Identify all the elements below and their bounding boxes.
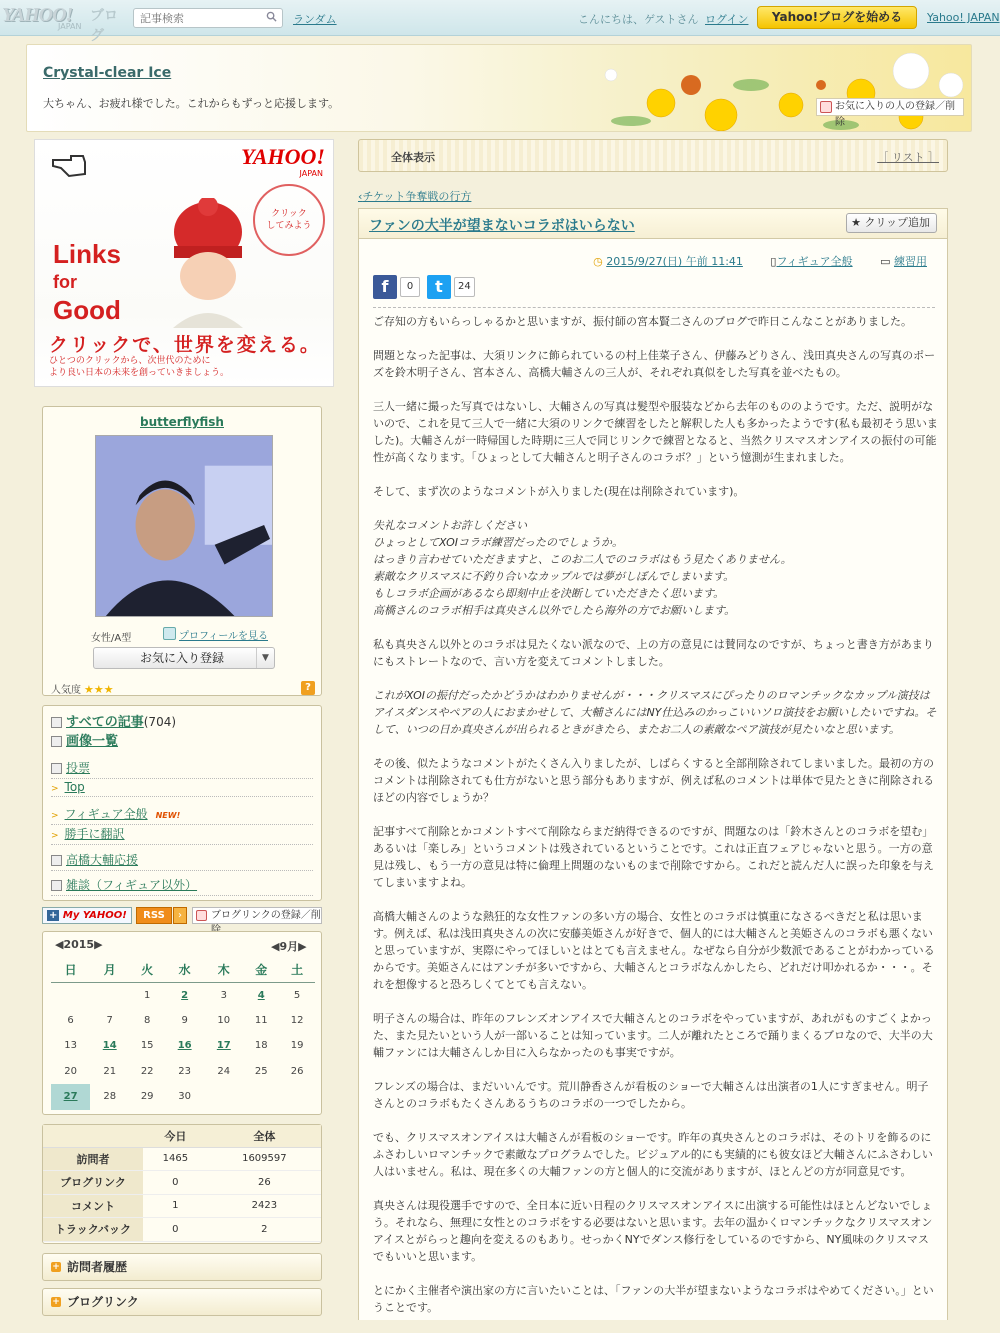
stats-row (43, 1171, 321, 1195)
full-view-label: 全体表示 (391, 151, 435, 164)
help-icon[interactable]: ? (301, 681, 315, 695)
article-paragraph: 明子さんの場合は、昨年のフレンズオンアイスで大輔さんとのコラボをやっていますが、あれがものすごくよかった、また見たいという人が一部いることは知っています。二人が離れたところで踊りまくるブロなので、大半の大輔ファンには大輔さんしか目に入らなかったのも事実ですが。 (373, 1012, 933, 1059)
start-blog-button[interactable]: Yahoo!ブログを始める (757, 6, 917, 29)
calendar-day: 18 (254, 1040, 268, 1052)
chevron-left-icon: ‹ (358, 190, 363, 203)
links-line2: for (53, 272, 77, 292)
calendar-empty-cell (243, 1084, 279, 1110)
stats-total: 2 (208, 1218, 321, 1242)
article-paragraph: ご存知の方もいらっしゃるかと思いますが、振付師の宮本賢二さんのブログで昨日こんなことがありました。 (373, 315, 912, 328)
prev-year-icon[interactable]: ◀ (55, 938, 64, 951)
banner-sub2: より良い日本の未来を創っていきましょう。 (49, 368, 230, 378)
calendar-day[interactable]: 17 (216, 1040, 231, 1052)
article-paragraph: でも、クリスマスオンアイスは大輔さんが看板のショーです。昨年の真央さんとのコラボは、そのトリを飾るのにふさわしいロマンチックで素敵なプログラムでした。ビジュアル的にも実績的にも彼女ほど大輔さんにふさわしい人はいません。私は、現在多くの大輔ファンの方と個人的に交流がありますが、ほとんどの方が同意見です。 (373, 1131, 933, 1178)
vote-link[interactable]: 投票 (66, 761, 91, 775)
calendar-year (55, 938, 103, 951)
calendar-day: 25 (254, 1065, 268, 1077)
plus-icon: + (52, 1262, 60, 1272)
plus-icon: + (52, 1297, 60, 1307)
favorite-register-button[interactable] (93, 647, 275, 669)
login-link[interactable]: ログイン (705, 13, 749, 26)
image-list-link[interactable]: 画像一覧 (66, 734, 119, 749)
document-icon (51, 717, 62, 728)
popularity-label: 人気度 (51, 685, 81, 696)
vote-item[interactable] (51, 759, 313, 779)
stats-row (43, 1194, 321, 1218)
divider (373, 307, 935, 308)
logo-sub: JAPAN (58, 22, 82, 31)
links-line1: Links (53, 239, 121, 269)
article-paragraph: その後、似たようなコメントがたくさん入りましたが、しばらくすると全部削除されてしまいました。最初の方のコメントは削除されても仕方がないと思う部分もありますが、例えば私のコメントは単体で見たときに削除されるほどの内容でしょうか？ (373, 757, 934, 804)
facebook-icon[interactable]: f (373, 275, 397, 299)
category-item-figure[interactable] (51, 805, 313, 825)
stats-today: 1465 (143, 1147, 208, 1171)
plus-icon: + (49, 910, 58, 921)
child-photo (153, 198, 263, 328)
twitter-count: 24 (454, 277, 475, 297)
year-label: 2015 (63, 938, 95, 951)
article-paragraph: フレンズの場合は、まだいいんです。荒川静香さんが看板のショーで大輔さんは出演者の1人にすぎません。明子さんとのコラボもたくさんあるうちのコラボの一つでしたから。 (373, 1080, 929, 1110)
rss-button[interactable]: RSS (136, 907, 172, 924)
profile-photo[interactable] (95, 435, 273, 617)
blog-header (26, 44, 972, 132)
calendar-day: 20 (64, 1065, 77, 1077)
article-paragraph: 記事すべて削除とかコメントすべて削除ならまだ納得できるのですが、問題なのは「鈴木さんとのコラボを望む」あるいは「楽しみ」というコメントは残されているということです。これは正直フェアじゃないと思う。一方の意見は残し、もう一方の意見は特に倫理上問題のないものまで削除ですから。これだと読んだ人に誤った印象を与えてしまいますよね。 (373, 825, 934, 889)
twitter-icon[interactable]: t (427, 275, 451, 299)
stats-row (43, 1147, 321, 1171)
calendar-day: 28 (103, 1091, 117, 1103)
article-body (373, 313, 939, 1333)
weekday-header: 土 (279, 958, 315, 982)
stats-total: 2423 (208, 1194, 321, 1218)
calendar-day: 19 (290, 1040, 304, 1052)
profile-meta: 女性/A型 (91, 633, 132, 644)
stats-table (43, 1125, 321, 1242)
calendar-day: 21 (103, 1065, 117, 1077)
weekday-header: 月 (90, 958, 129, 982)
facebook-count: 0 (400, 277, 420, 297)
stats-label: コメント (43, 1194, 143, 1218)
article-folder-link[interactable]: 練習用 (894, 255, 927, 268)
calendar-empty-cell (51, 982, 90, 1008)
folder-icon (51, 880, 62, 891)
calendar-day: 10 (217, 1014, 231, 1026)
link-icon (196, 910, 207, 921)
bloglink-register-label: ブログリンクの登録／削 (211, 910, 321, 921)
access-stats (42, 1124, 322, 1244)
clip-label: クリップ追加 (864, 216, 930, 229)
article-paragraph: 問題となった記事は、大須リンクに飾られているの村上佳菜子さん、伊藤みどりさん、浅田真央さんの写真のポーズを鈴木明子さん、宮本さん、高橋大輔さんの三人が、それぞれ真似をした写真を並べたもの。 (373, 349, 936, 379)
random-link[interactable]: ランダム (293, 13, 337, 26)
blog-description: 大ちゃん、お疲れ様でした。これからもずっと応援します。 (43, 97, 340, 110)
stats-total: 26 (208, 1171, 321, 1195)
category-translate-link[interactable]: 勝手に翻訳 (64, 827, 125, 841)
stats-today: 0 (143, 1218, 208, 1242)
greeting-text: こんにちは、ゲストさん (578, 13, 699, 26)
weekday-header: 日 (51, 958, 90, 982)
calendar-empty-cell (90, 982, 129, 1008)
top-bar (0, 0, 1000, 44)
pointing-hand-icon (49, 146, 89, 182)
flower-decoration-image (551, 45, 971, 132)
rss-arrow-icon[interactable]: › (173, 907, 187, 924)
all-articles-count: (704) (143, 715, 177, 729)
clip-button[interactable] (846, 213, 937, 233)
star-rating: ★★★ (84, 683, 114, 696)
image-icon (51, 736, 62, 747)
article-paragraph: 三人一緒に撮った写真ではないし、大輔さんの写真は髪型や服装などから去年のもののようです。ただ、説明がないので、これを見て三人で一緒に大須のリンクで練習をしたと解釈した人も多かったようです(私も最初そう思いました)。大輔さんが一時帰国した時期に三人で同じリンクで練習となると、当然クリスマスオンアイスの振付の可能性が高くなります。「ひょっとして大輔さんと明子さんのコラボ？」という憶測が生まれました。 (373, 400, 938, 464)
banner-yahoo-sub: JAPAN (299, 169, 323, 178)
list-link[interactable]: ［ リスト ］ (877, 151, 939, 164)
calendar-day: 9 (181, 1014, 188, 1026)
article-paragraph: 高橋大輔さんのような熱狂的な女性ファンの多い方の場合、女性とのコラボは慎重になさるべきだと私は思います。例えば、私は浅田真央さんの次に安藤美姫さんが好きで、個人的には大輔さんと美姫さんのコラボも悪くないと思っていますが、実際にやってほしいとはとても言えません。なぜなら自分が少数派であることがわかっているからです。美姫さんにはアンチが多いですから、大輔さんとコラボなんかしたら、どれだけ叩かれるか・・・。それを想像すると恐ろしくてとても言えない。 (373, 910, 935, 991)
article (358, 208, 948, 1320)
category-takahashi-link[interactable]: 高橋大輔応援 (66, 853, 139, 867)
visitor-history-header[interactable] (42, 1253, 322, 1281)
calendar-day: 30 (178, 1091, 192, 1103)
search-icon[interactable] (266, 11, 277, 22)
category-top-link[interactable]: Top (64, 780, 85, 794)
all-articles-item[interactable] (51, 711, 313, 730)
full-view-bar (358, 139, 948, 172)
weekday-header: 木 (204, 958, 243, 982)
article-meta (569, 253, 927, 269)
calendar-day: 26 (290, 1065, 304, 1077)
calendar-day: 11 (254, 1014, 268, 1026)
click-bubble: クリック してみよう (253, 184, 325, 256)
bloglink-register-button[interactable] (192, 907, 322, 924)
calendar-day[interactable]: 27 (51, 1084, 90, 1110)
visitor-history-label: 訪問者履歴 (67, 1260, 128, 1274)
category-item-top[interactable] (51, 780, 313, 797)
category-box (42, 705, 322, 901)
article-date-link[interactable]: 2015/9/27(日) 午前 11:41 (606, 255, 743, 268)
stats-today: 1 (143, 1194, 208, 1218)
calendar-day: 24 (217, 1065, 231, 1077)
folder-icon (51, 855, 62, 866)
vote-icon (51, 763, 62, 774)
favorite-register-label: お気に入り登録 (140, 651, 225, 665)
my-yahoo-label: My YAHOO! (62, 910, 127, 921)
calendar-month (271, 938, 307, 954)
calendar-day: 8 (143, 1014, 151, 1026)
category-item-misc[interactable] (51, 876, 313, 896)
logo-blog: ブログ (90, 8, 118, 44)
my-yahoo-button[interactable] (42, 907, 132, 924)
favorite-people-register-link[interactable] (816, 98, 964, 128)
article-category[interactable] (758, 255, 852, 268)
favorite-people-register-label: お気に入りの人の登録／削除 (835, 101, 955, 128)
calendar-day[interactable]: 14 (102, 1040, 117, 1052)
calendar-day: 3 (220, 989, 227, 1001)
yahoo-blog-logo[interactable] (2, 4, 128, 44)
weekday-header: 火 (129, 958, 165, 982)
previous-article-label: チケット争奪戦の行方 (362, 190, 472, 203)
calendar-day: 1 (143, 989, 151, 1001)
yahoo-japan-link[interactable]: Yahoo! JAPAN (927, 11, 1000, 24)
logo-text: YAHOO! (2, 4, 73, 26)
calendar-day[interactable]: 4 (257, 989, 265, 1001)
article-paragraph: 私も真央さん以外とのコラボは見たくない派なので、上の方の意見には賛同なのですが、ちょっと書き方があまりにもストレートなので、言い方を変えてコメントしました。 (373, 638, 934, 668)
article-paragraph: 真央さんは現役選手ですので、全日本に近い日程のクリスマスオンアイスに出演する可能性はほとんどないでしょう。それなら、無理に女性とのコラボをする必要はないと思います。去年の温かくロマンチックなクリスマスオンアイスとがらっと趣向を変えるのもあり。せっかくNYでダンス修行をしているのですから、NY風味のクリスマスでもいいと思います。 (373, 1199, 933, 1263)
bloglinks-label: ブログリンク (67, 1295, 139, 1309)
stats-row (43, 1218, 321, 1242)
new-badge: NEW! (155, 811, 181, 820)
previous-article-link[interactable] (358, 188, 471, 204)
calendar-empty-cell (204, 1084, 243, 1110)
category-item-takahashi[interactable] (51, 851, 313, 871)
subscription-badges (42, 907, 324, 925)
banner-headline: クリックで、世界を変える。 (49, 334, 321, 356)
calendar-day: 29 (140, 1091, 154, 1103)
blog-title[interactable]: Crystal-clear Ice (43, 65, 172, 81)
stats-total: 1609597 (208, 1147, 321, 1171)
popularity (51, 681, 114, 696)
category-icon: ▯ (770, 255, 777, 268)
stats-header: 全体 (208, 1125, 321, 1147)
calendar-day: 7 (106, 1014, 113, 1026)
search-input[interactable] (133, 8, 283, 28)
calendar-day: 6 (67, 1014, 74, 1026)
article-header (359, 209, 947, 239)
calendar-day: 12 (290, 1014, 304, 1026)
star-icon: ★ (851, 216, 861, 229)
clock-icon: ◷ (593, 255, 603, 268)
links-for-good-banner[interactable] (34, 139, 334, 387)
next-year-icon[interactable]: ▶ (94, 938, 103, 951)
view-profile-label: プロフィールを見る (179, 631, 268, 642)
article-category-link[interactable]: フィギュア全般 (776, 255, 853, 268)
links-for-good-text (53, 240, 121, 324)
article-paragraph: そして、まず次のようなコメントが入りました(現在は削除されています)。 (373, 485, 745, 498)
weekday-header: 金 (243, 958, 279, 982)
calendar-grid (51, 958, 315, 1110)
stats-label: 訪問者 (43, 1147, 143, 1171)
article-folder[interactable] (868, 255, 927, 268)
banner-subtext (49, 355, 229, 379)
calendar-day: 5 (293, 989, 301, 1001)
chevron-down-icon[interactable]: ▼ (256, 648, 274, 668)
month-label: 9月 (279, 940, 299, 953)
quoted-comment: 失礼なコメントお許しください ひょっとしてXOIコラボ練習だったのでしょうか。 はっきり言わせていただきますと、このお二人でのコラボはもう見たくありません。 素敵なクリスマスに不釣り合いなカップルでは夢がしぼんでしまいます。 もしコラボ企画があるなら即刻中止を決断していただきたく思います。 高橋さんのコラボ相手は真央さん以外でしたら海外の方でお願いします。 (373, 519, 792, 617)
profile-name[interactable]: butterflyfish (140, 415, 224, 429)
stats-today: 0 (143, 1171, 208, 1195)
profile-box (42, 406, 322, 696)
arrow-right-icon: > (51, 784, 59, 794)
quoted-comment: これがXOIの振付だったかどうかはわかりませんが・・・クリスマスにぴったりのロマンチックなカップル演技はアイスダンスやペアの人におまかせして、大輔さんにはNY仕込みのかっこいいソロ演技をお願いしたいですね。そして、いつの日か真央さんが出られるときがきたら、またお二人の素敵なペア演技が見たいなと思います。 (373, 689, 937, 736)
links-line3: Good (53, 295, 121, 325)
banner-sub1: ひとつのクリックから、次世代のために (49, 356, 211, 366)
calendar-day: 23 (178, 1065, 192, 1077)
stats-header: 今日 (143, 1125, 208, 1147)
category-figure-link[interactable]: フィギュア全般 (64, 807, 148, 821)
next-month-icon[interactable]: ▶ (298, 940, 307, 953)
profile-icon (163, 627, 176, 640)
category-item-translate[interactable] (51, 825, 313, 845)
stats-label: トラックバック (43, 1218, 143, 1242)
calendar (42, 931, 322, 1115)
article-title[interactable]: ファンの大半が望まないコラボはいらない (369, 218, 635, 234)
arrow-right-icon: > (51, 811, 59, 821)
folder-icon: ▭ (880, 255, 891, 268)
all-articles-link[interactable]: すべての記事 (66, 715, 144, 730)
banner-yahoo-logo: YAHOO! (241, 144, 325, 169)
bloglinks-header[interactable] (42, 1288, 322, 1316)
heart-icon (820, 101, 832, 113)
calendar-day: 15 (140, 1040, 154, 1052)
image-list-item[interactable] (51, 730, 313, 749)
calendar-day[interactable]: 16 (177, 1040, 192, 1052)
calendar-day: 13 (64, 1040, 77, 1052)
stats-header (43, 1125, 143, 1147)
view-profile-link[interactable] (163, 627, 268, 642)
article-date[interactable] (581, 255, 743, 268)
calendar-day[interactable]: 2 (181, 989, 189, 1001)
calendar-day: 22 (140, 1065, 154, 1077)
arrow-right-icon: > (51, 831, 59, 841)
calendar-empty-cell (279, 1084, 315, 1110)
stats-label: ブログリンク (43, 1171, 143, 1195)
prev-month-icon[interactable]: ◀ (271, 940, 280, 953)
article-paragraph: とにかく主催者や演出家の方に言いたいことは、「ファンの大半が望まないようなコラボはやめてください。」ということです。 (373, 1284, 934, 1314)
category-misc-link[interactable]: 雑談（フィギュア以外） (66, 878, 198, 892)
weekday-header: 水 (165, 958, 204, 982)
